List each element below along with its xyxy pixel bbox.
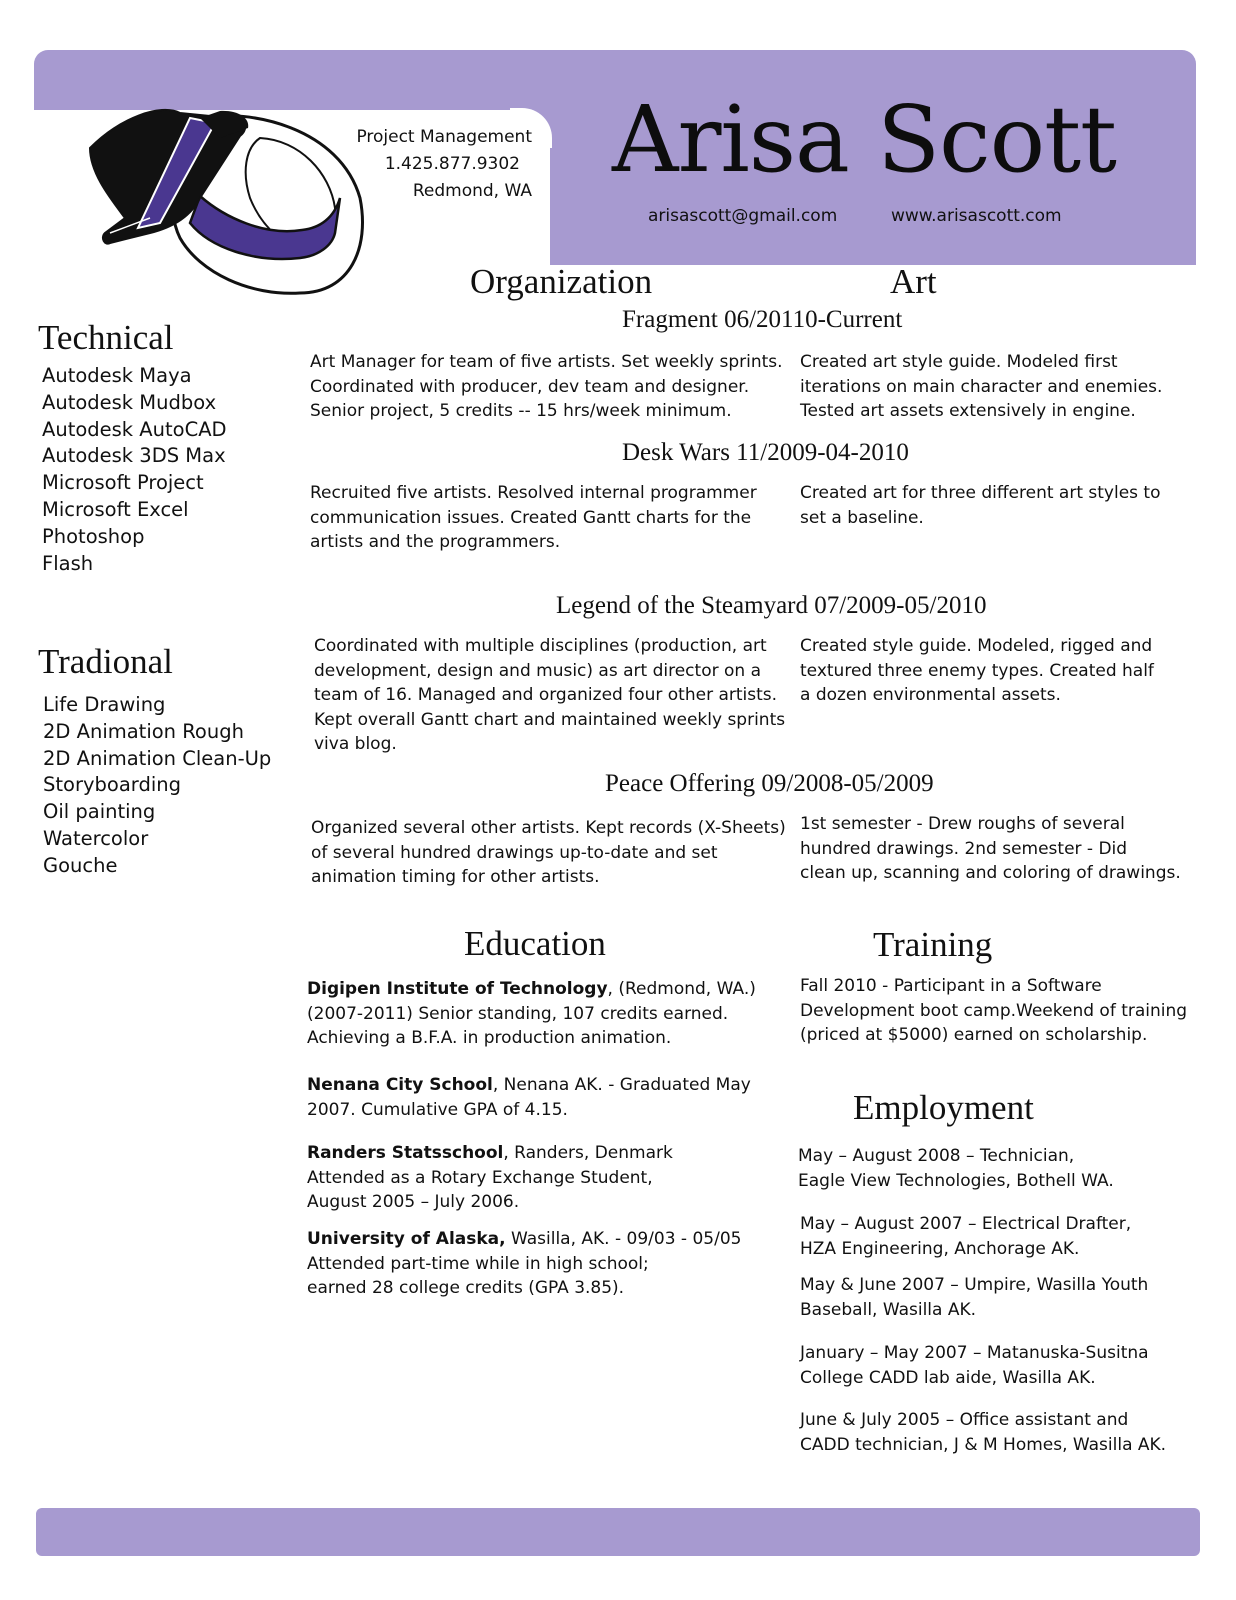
text-line: Tested art assets extensively in engine. (800, 401, 1136, 421)
text-line: Attended as a Rotary Exchange Student, (307, 1167, 653, 1188)
traditional-skills-list (43, 692, 271, 880)
location-text: Redmond, WA (412, 181, 532, 201)
text-line: hundred drawings. 2nd semester - Did (800, 838, 1128, 859)
text-line: 1st semester - Drew roughs of several (800, 814, 1125, 834)
text-line: Created art style guide. Modeled first (800, 352, 1118, 372)
technical-skills-list (42, 363, 227, 577)
skill-item: Flash (42, 551, 94, 575)
skill-item: Autodesk Maya (42, 364, 192, 387)
school-name: Nenana City School (307, 1075, 493, 1095)
text-line: iterations on main character and enemies. (800, 376, 1163, 397)
text-line: artists and the programmers. (310, 532, 561, 552)
skill-item: Storyboarding (43, 773, 181, 797)
skill-item: Autodesk 3DS Max (42, 444, 226, 468)
text-line: Kept overall Gantt chart and maintained weekly sprints (314, 709, 786, 730)
skill-item: 2D Animation Rough (43, 719, 244, 743)
school-detail: , Randers, Denmark (503, 1143, 673, 1163)
text-line: Development boot camp.Weekend of training (800, 1000, 1188, 1021)
project-art-text (800, 350, 1162, 424)
skill-item: Autodesk AutoCAD (42, 417, 227, 441)
text-line: May – August 2007 – Electrical Drafter, (800, 1214, 1132, 1234)
phone-text: 1.425.877.9302 (384, 154, 520, 174)
text-line: Achieving a B.F.A. in production animation. (307, 1028, 672, 1048)
project-title: Peace Offering 09/2008-05/2009 (605, 770, 934, 797)
project-art-text (800, 812, 1181, 886)
text-line: Fall 2010 - Participant in a Software (800, 976, 1102, 996)
text-line: Art Manager for team of five artists. Set weekly sprints. (310, 352, 783, 372)
school-name: Digipen Institute of Technology (307, 979, 608, 999)
employment-entry (800, 1212, 1131, 1261)
project-title: Legend of the Steamyard 07/2009-05/2010 (556, 592, 987, 619)
text-line: May & June 2007 – Umpire, Wasilla Youth (800, 1275, 1149, 1295)
school-detail: , (Redmond, WA.) (607, 979, 756, 999)
skill-item: Autodesk Mudbox (42, 390, 217, 414)
website-link[interactable]: www.arisascott.com (891, 206, 1062, 226)
text-line: communication issues. Created Gantt charts for the (310, 507, 752, 528)
text-line: Coordinated with multiple disciplines (production, art (314, 636, 767, 656)
skill-item: Watercolor (43, 826, 149, 850)
education-entry (307, 1073, 751, 1122)
text-line: Senior project, 5 credits -- 15 hrs/week minimum. (310, 401, 732, 421)
training-heading: Training (873, 925, 993, 964)
text-line: Baseball, Wasilla AK. (800, 1299, 977, 1320)
training-text (800, 974, 1187, 1048)
text-line: Coordinated with producer, dev team and designer. (310, 376, 750, 397)
employment-entry (800, 1408, 1166, 1457)
text-line: Attended part-time while in high school; (307, 1253, 649, 1274)
school-detail: Wasilla, AK. - 09/03 - 05/05 (505, 1229, 742, 1249)
project-art-text (800, 634, 1154, 708)
text-line: textured three enemy types. Created half (800, 660, 1154, 681)
project-organization-text (310, 350, 783, 424)
text-line: clean up, scanning and coloring of drawings. (800, 863, 1181, 883)
skill-item: 2D Animation Clean-Up (43, 746, 272, 770)
text-line: College CADD lab aide, Wasilla AK. (800, 1367, 1096, 1388)
text-line: Eagle View Technologies, Bothell WA. (798, 1170, 1114, 1191)
technical-heading: Technical (38, 318, 174, 357)
skill-item: Microsoft Excel (42, 497, 189, 521)
text-line: August 2005 – July 2006. (307, 1192, 520, 1212)
text-line: CADD technician, J & M Homes, Wasilla AK. (800, 1434, 1167, 1455)
organization-heading: Organization (470, 262, 653, 301)
text-line: viva blog. (314, 734, 397, 754)
traditional-heading: Tradional (38, 642, 173, 681)
project-art-text (800, 481, 1161, 530)
text-line: 2007. Cumulative GPA of 4.15. (307, 1099, 568, 1120)
skill-item: Life Drawing (43, 693, 166, 716)
text-line: set a baseline. (800, 507, 924, 528)
employment-entry (800, 1273, 1148, 1322)
employment-heading: Employment (853, 1088, 1034, 1127)
employment-entry (798, 1144, 1114, 1193)
text-line: June & July 2005 – Office assistant and (800, 1410, 1129, 1430)
project-organization-text (310, 481, 757, 555)
text-line: Created style guide. Modeled, rigged and (800, 636, 1153, 656)
education-entry (307, 1141, 673, 1215)
role-text: Project Management (356, 127, 532, 147)
text-line: HZA Engineering, Anchorage AK. (800, 1238, 1080, 1259)
candidate-name: Arisa Scott (612, 86, 1117, 193)
text-line: Recruited five artists. Resolved internal programmer (310, 483, 757, 503)
text-line: (2007-2011) Senior standing, 107 credits earned. (307, 1003, 729, 1024)
employment-entry (800, 1341, 1149, 1390)
text-line: earned 28 college credits (GPA 3.85). (307, 1278, 625, 1298)
project-organization-text (314, 634, 785, 757)
school-name: University of Alaska, (307, 1229, 506, 1249)
education-heading: Education (464, 924, 606, 963)
email-link[interactable]: arisascott@gmail.com (648, 206, 838, 226)
skill-item: Gouche (43, 853, 118, 877)
skill-item: Photoshop (42, 524, 145, 548)
art-heading: Art (890, 262, 937, 301)
school-name: Randers Statsschool (307, 1143, 504, 1163)
text-line: January – May 2007 – Matanuska-Susitna (800, 1343, 1149, 1363)
text-line: a dozen environmental assets. (800, 685, 1061, 705)
text-line: Created art for three different art styles to (800, 483, 1161, 503)
project-organization-text (311, 816, 786, 890)
project-title: Fragment 06/20110-Current (622, 306, 903, 333)
project-title: Desk Wars 11/2009-04-2010 (622, 439, 909, 466)
text-line: May – August 2008 – Technician, (798, 1146, 1075, 1166)
text-line: animation timing for other artists. (311, 867, 600, 887)
skill-item: Microsoft Project (42, 471, 204, 495)
education-entry (307, 1227, 741, 1301)
text-line: (priced at $5000) earned on scholarship. (800, 1025, 1148, 1045)
skill-item: Oil painting (43, 800, 156, 824)
school-detail: , Nenana AK. - Graduated May (492, 1075, 751, 1095)
text-line: development, design and music) as art director on a (314, 660, 761, 681)
education-entry (307, 977, 756, 1051)
text-line: team of 16. Managed and organized four other artists. (314, 685, 778, 705)
footer-band (36, 1508, 1200, 1556)
text-line: of several hundred drawings up-to-date and set (311, 842, 718, 863)
text-line: Organized several other artists. Kept records (X-Sheets) (311, 818, 786, 838)
contact-block (300, 124, 532, 205)
